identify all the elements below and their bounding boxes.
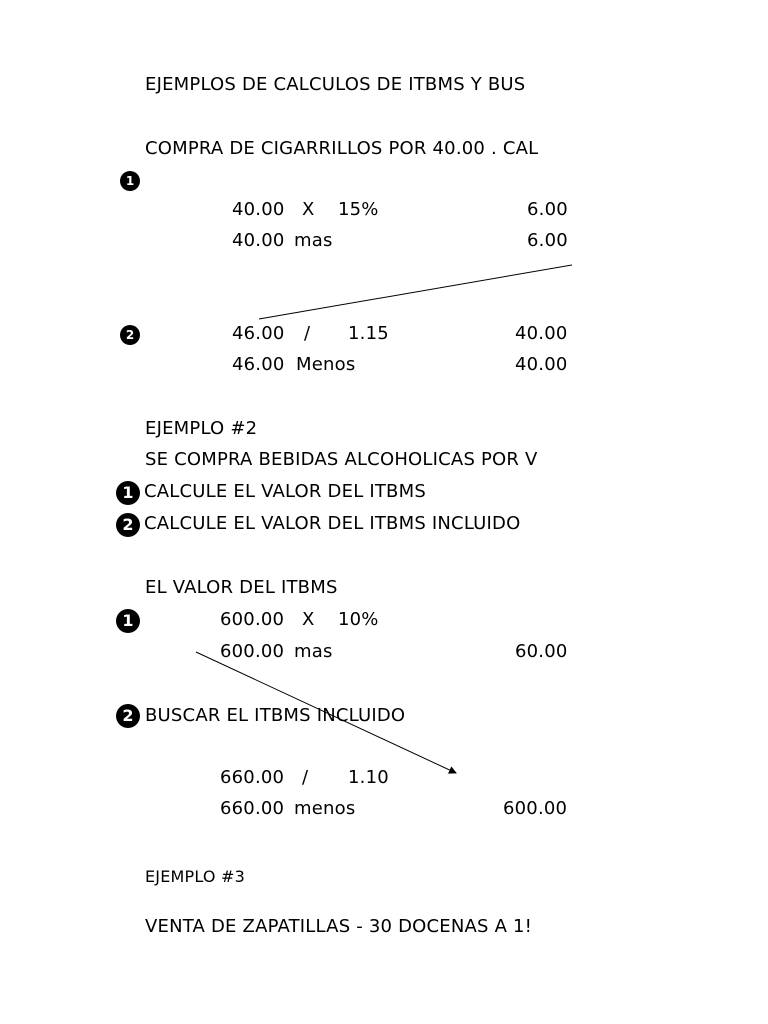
example-3-intro: VENTA DE ZAPATILLAS - 30 DOCENAS A 1! xyxy=(145,916,533,937)
ex1-row2-amount: 40.00 xyxy=(232,230,285,251)
ex1-row4-result: 40.00 xyxy=(515,354,568,375)
example-2-heading: EJEMPLO #2 xyxy=(145,418,258,439)
ex2-row1-rate: 10% xyxy=(338,609,379,630)
ex1-row4-operator: Menos xyxy=(296,354,356,375)
ex1-row1-amount: 40.00 xyxy=(232,199,285,220)
number-1-icon: 1 xyxy=(120,171,140,191)
ex2-row1-amount: 600.00 xyxy=(220,609,285,630)
ex1-row3-rate: 1.15 xyxy=(348,323,389,344)
number-1-icon: 1 xyxy=(116,481,140,505)
ex2-row3-amount: 660.00 xyxy=(220,767,285,788)
ex2-row4-result: 600.00 xyxy=(503,798,568,819)
search-itbms-heading: BUSCAR EL ITBMS INCLUIDO xyxy=(145,705,406,726)
ex1-row3-operator: / xyxy=(304,323,311,344)
ex1-row3-result: 40.00 xyxy=(515,323,568,344)
ex2-row3-rate: 1.10 xyxy=(348,767,389,788)
task-2-text: CALCULE EL VALOR DEL ITBMS INCLUIDO xyxy=(144,513,521,534)
example-2-intro: SE COMPRA BEBIDAS ALCOHOLICAS POR V xyxy=(145,449,538,470)
ex1-row1-rate: 15% xyxy=(338,199,379,220)
ex2-row4-operator: menos xyxy=(294,798,356,819)
number-2-icon: 2 xyxy=(116,513,140,537)
ex1-row4-amount: 46.00 xyxy=(232,354,285,375)
page-title: EJEMPLOS DE CALCULOS DE ITBMS Y BUS xyxy=(145,74,526,95)
ex2-row2-operator: mas xyxy=(294,641,333,662)
arrow-line xyxy=(196,652,456,773)
ex2-row2-amount: 600.00 xyxy=(220,641,285,662)
connector-line xyxy=(259,265,572,319)
number-2-icon: 2 xyxy=(120,325,140,345)
ex2-row2-result: 60.00 xyxy=(515,641,568,662)
ex2-row3-operator: / xyxy=(302,767,309,788)
task-1-text: CALCULE EL VALOR DEL ITBMS xyxy=(144,481,426,502)
number-1-icon: 1 xyxy=(116,609,140,633)
ex1-row2-operator: mas xyxy=(294,230,333,251)
ex1-row2-result: 6.00 xyxy=(527,230,568,251)
ex1-row1-operator: X xyxy=(302,199,315,220)
example-1-intro: COMPRA DE CIGARRILLOS POR 40.00 . CAL xyxy=(145,138,539,159)
number-2-icon: 2 xyxy=(116,704,140,728)
ex1-row3-amount: 46.00 xyxy=(232,323,285,344)
ex1-row1-result: 6.00 xyxy=(527,199,568,220)
example-3-heading: EJEMPLO #3 xyxy=(145,867,245,886)
itbms-value-heading: EL VALOR DEL ITBMS xyxy=(145,577,338,598)
ex2-row4-amount: 660.00 xyxy=(220,798,285,819)
ex2-row1-operator: X xyxy=(302,609,315,630)
